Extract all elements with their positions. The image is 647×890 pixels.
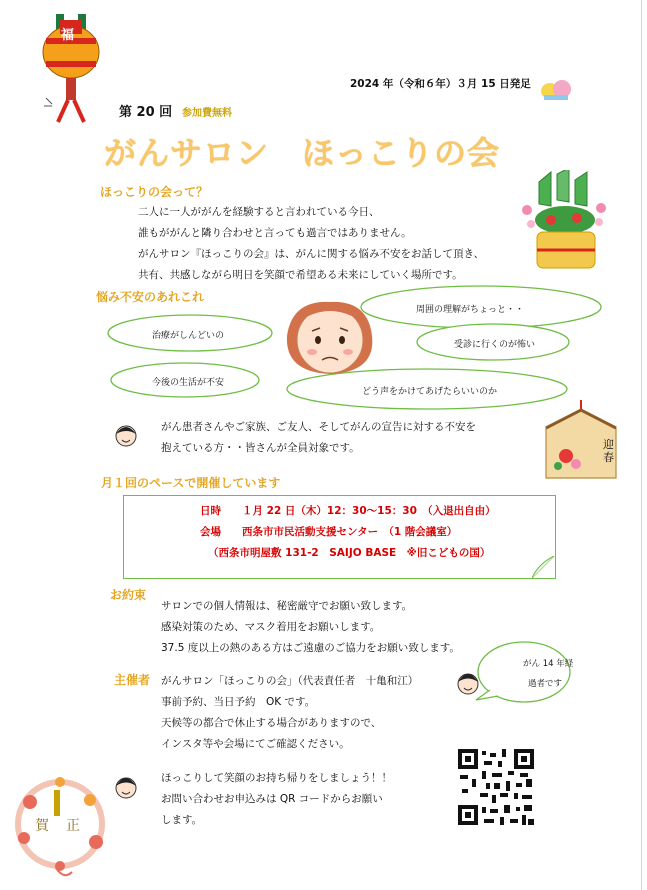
target-line: がん患者さんやご家族、ご友人、そしてがんの宣告に対する不安を bbox=[161, 421, 476, 433]
worry-cloud-text: 受診に行くのが怖い bbox=[454, 340, 536, 350]
about-line: 共有、共感しながら明日を笑顔で希望ある未来にしていく場所です。 bbox=[138, 269, 463, 281]
ema-text: 迎春 bbox=[603, 438, 614, 464]
rules-heading: お約束 bbox=[110, 588, 147, 602]
organizer-line: インスタ等や会場にてご確認ください。 bbox=[161, 738, 350, 750]
worry-cloud-text: 今後の生活が不安 bbox=[152, 378, 225, 388]
worried-face-illustration bbox=[287, 302, 372, 374]
worry-cloud-text: どう声をかけてあげたらいいのか bbox=[362, 387, 498, 397]
closing-line: します。 bbox=[161, 814, 203, 826]
page-title: がんサロン ほっこりの会 bbox=[104, 134, 501, 172]
about-heading: ほっこりの会って？ bbox=[100, 185, 209, 199]
about-line: 誰もががんと隣り合わせと言っても過言ではありません。 bbox=[138, 227, 412, 239]
schedule-address: （西条市明屋敷 131-2 SAIJO BASE ※旧こどもの国） bbox=[208, 547, 491, 559]
bubble-text: がん 14 年経 bbox=[523, 659, 574, 669]
worries-heading: 悩み不安のあれこれ bbox=[96, 290, 205, 304]
smiling-person-icon bbox=[112, 770, 140, 800]
smiling-person-icon bbox=[112, 420, 140, 448]
issue-number: 第 20 回 bbox=[119, 105, 173, 120]
fuku-character: 福 bbox=[61, 28, 75, 43]
organizer-line: がんサロン「ほっこりの会」（代表責任者 十亀和江） bbox=[161, 675, 419, 687]
target-line: 抱えている方・・皆さんが全員対象です。 bbox=[161, 442, 360, 454]
sho-character: 正 bbox=[66, 818, 80, 834]
worry-cloud-text: 周囲の理解がちょっと・・ bbox=[416, 305, 525, 315]
bubble-text: 過者です bbox=[528, 679, 563, 689]
closing-line: お問い合わせお申込みは QR コードからお願い bbox=[161, 793, 383, 805]
schedule-datetime: 日時 １月 22 日（木）12：30～15：30 （入退出自由） bbox=[200, 505, 496, 517]
worry-clouds bbox=[0, 0, 647, 420]
box-fold-corner bbox=[532, 556, 556, 580]
qr-code[interactable] bbox=[458, 749, 534, 825]
rules-line: 感染対策のため、マスク着用をお願いします。 bbox=[161, 621, 381, 633]
ga-character: 賀 bbox=[35, 818, 49, 834]
founded-date: 2024 年（令和６年）３月 15 日発足 bbox=[350, 78, 531, 90]
organizer-line: 天候等の都合で休止する場合がありますので、 bbox=[161, 717, 382, 729]
about-line: 二人に一人ががんを経験すると言われている今日、 bbox=[138, 206, 380, 218]
rules-line: サロンでの個人情報は、秘密厳守でお願い致します。 bbox=[161, 600, 413, 612]
organizer-avatar-icon bbox=[454, 666, 482, 696]
schedule-venue: 会場 西条市市民活動支援センター （1 階会議室） bbox=[200, 526, 458, 538]
worry-cloud-text: 治療がしんどいの bbox=[152, 331, 225, 341]
organizer-line: 事前予約、当日予約 OK です。 bbox=[161, 696, 316, 708]
free-badge: 参加費無料 bbox=[182, 108, 232, 119]
schedule-heading: 月１回のペースで開催しています bbox=[101, 476, 281, 490]
rules-line: 37.5 度以上の熱のある方はご遠慮のご協力をお願い致します。 bbox=[161, 642, 460, 654]
closing-line: ほっこりして笑顔のお持ち帰りをしましょう！！ bbox=[161, 772, 392, 784]
about-line: がんサロン『ほっこりの会』は、がんに関する悩み不安をお話して頂き、 bbox=[138, 248, 485, 260]
organizer-heading: 主催者 bbox=[114, 673, 151, 687]
new-year-wreath-illustration bbox=[10, 768, 110, 884]
